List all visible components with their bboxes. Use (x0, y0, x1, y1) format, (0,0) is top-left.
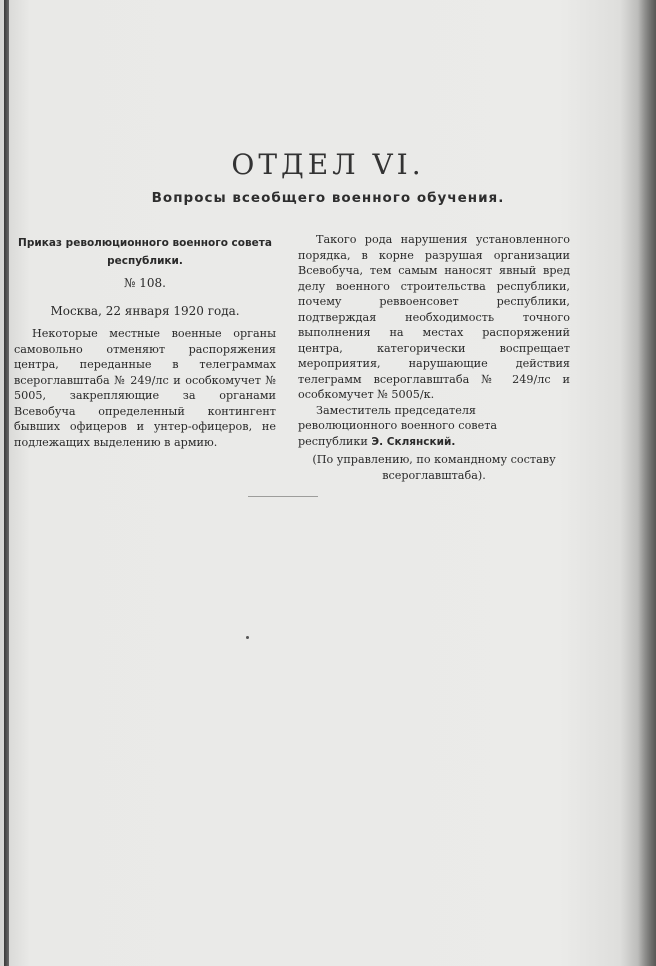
order-paragraph: Некоторые местные военные органы самовольно отменяют распоряжения центра, переданные в телеграммах всероглавштаба № 249/лс и особкомучет № 5005, закрепляющие за органами Всевобуча определенный контингент бывших офицеров и унтер-офицеров, не подлежащих выделению в армию. (14, 327, 276, 449)
distribution-note: (По управлению, по командному составу всероглавштаба). (312, 453, 556, 482)
section-divider (248, 496, 318, 497)
signature-line (298, 403, 570, 451)
left-column (14, 234, 276, 450)
section-title: ОТДЕЛ VI. (231, 148, 425, 181)
order-number: № 108. (124, 276, 166, 290)
ink-speck (246, 636, 249, 639)
page-edge-shadow (638, 0, 656, 966)
right-column (298, 232, 570, 483)
order-heading: Приказ революционного военного совета республики. (18, 237, 272, 267)
binding-spine (4, 0, 9, 966)
signature-text: Заместитель председателя революционного военного совета республики (298, 403, 498, 448)
section-subtitle: Вопросы всеобщего военного обучения. (151, 190, 505, 206)
order-date: Москва, 22 января 1920 года. (50, 304, 240, 318)
signer-name: Э. Склянский. (371, 435, 456, 448)
continuation-paragraph: Такого рода нарушения установленного порядка, в корне разрушая организации Всевобуча, тем самым наносят явный вред делу военного строительства республики, почему реввоенсовет республики, подтверждая необходимость точного выполнения на местах распоряжений центра, категорически воспрещает мероприятия, нарушающие действия телеграмм всероглавштаба № 249/лс и особкомучет № 5005/к. (298, 233, 570, 401)
